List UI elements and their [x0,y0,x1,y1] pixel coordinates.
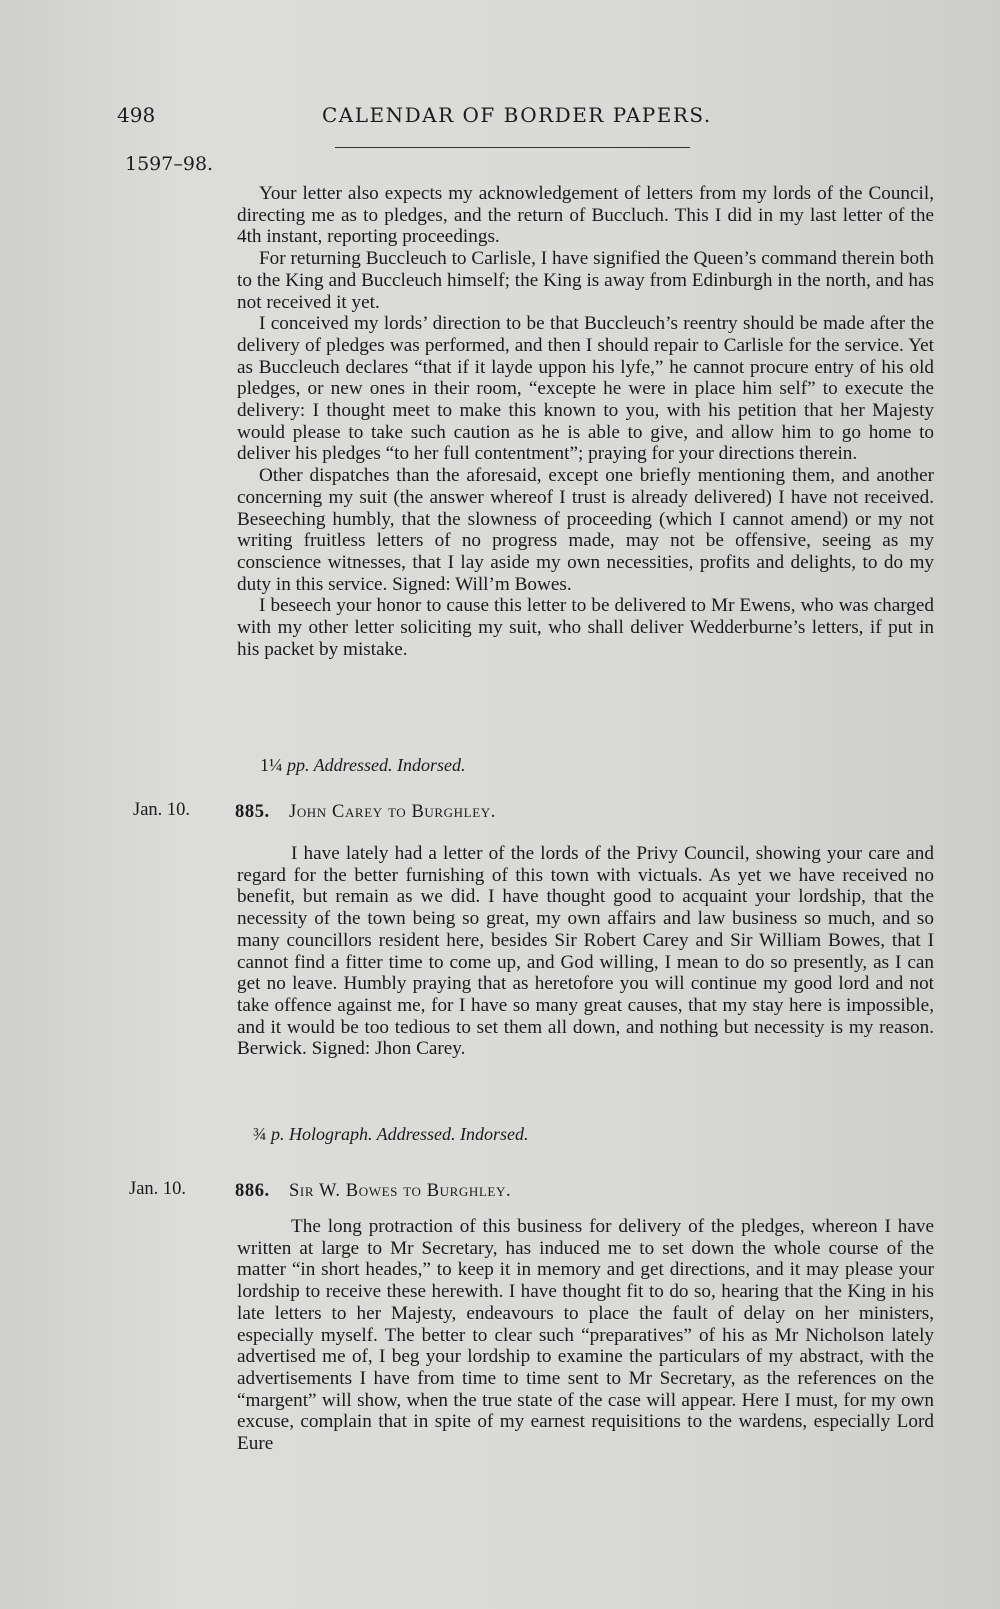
running-title: CALENDAR OF BORDER PAPERS. [322,103,712,127]
paragraph: Other dispatches than the aforesaid, except one briefly mentioning them, and another concerning my suit (the answer whereof I trust is already delivered) I have not received. Beseeching humbly, that the slowness of proceeding (which I cannot amend) or my not writing fruitless letters of no progress made, may not be offensive, seeing as my conscience witnesses, that I lay aside my own necessities, profits and delights, to do my duty in this service. Signed: Will’m Bowes. [237,465,934,595]
entry-number: 885. [235,802,270,822]
paragraph: Your letter also expects my acknowledgement of letters from my lords of the Council, directing me as to pledges, and the return of Buccluch. This I did in my last letter of the 4th instant, reporting proceedings. [237,183,934,248]
header-rule [335,147,690,148]
paragraph: The long protraction of this business for delivery of the pledges, whereon I have written at large to Mr Secretary, has induced me to set down the whole course of the matter “in short heades,” to keep it in memory and get directions, and it may please your lordship to receive these herewith. I have thought fit to do so, hearing that the King in his late letters to her Majesty, endeavours to place the fault of delay on her ministers, especially myself. The better to clear such “preparatives” of his as Mr Nicholson lately advertised me of, I beg your lordship to examine the particulars of my abstract, with the advertisements I have from time to time sent to Mr Secretary, as the references on the “margent” will show, when the true state of the case will appear. Here I must, for my own excuse, complain that in spite of my earnest requisitions to the wardens, especially Lord Eure [237,1216,934,1455]
entry-885-note [253,1124,529,1145]
paragraph: I conceived my lords’ direction to be that Buccleuch’s reentry should be made after the delivery of pledges was performed, and then I should repair to Carlisle for the service. Yet as Buccleuch declares “that if it layde uppon his lyfe,” he cannot procure entry of his old pledges, or new ones in their room, “excepte he were in place him self” to execute the delivery: I thought meet to make this known to you, with his petition that her Majesty would please to take such caution as he is able to give, and allow him to go home to deliver his pledges “to her full contentment”; praying for your directions therein. [237,313,934,465]
page-number: 498 [117,103,156,127]
paragraph: I have lately had a letter of the lords of the Privy Council, showing your care and regard for the better furnishing of this town with victuals. As yet we have received no benefit, but remain as we did. I have thought good to acquaint your lordship, that the necessity of the town being so great, my own affairs and law business so much, and so many councillors resident here, besides Sir Robert Carey and Sir William Bowes, that I cannot find a fitter time to come up, and God willing, I mean to do so presently, as I can get no leave. Humbly praying that as heretofore you will continue my good lord and not take offence against me, for I have so many great causes, that my stay here is impossible, and it would be too tedious to set them all down, and nothing but necessity is my reason. Berwick. Signed: Jhon Carey. [237,843,934,1060]
entry-date: Jan. 10. [129,1179,187,1199]
note-text: p. Holograph. Addressed. Indorsed. [271,1124,529,1144]
note-size: ¾ [253,1124,267,1144]
entry-date: Jan. 10. [133,800,191,820]
year-marginal: 1597–98. [125,153,214,175]
entry-heading [235,1181,511,1202]
entry-886-body [237,1216,934,1455]
entry-title: Sir W. Bowes to Burghley. [289,1181,512,1201]
entry-title: John Carey to Burghley. [289,802,496,822]
letter-note [260,755,466,776]
page-header [117,103,940,133]
entry-number: 886. [235,1181,270,1201]
paragraph: For returning Buccleuch to Carlisle, I have signified the Queen’s command therein both to the King and Buccleuch himself; the King is away from Edinburgh in the north, and has not received it yet. [237,248,934,313]
note-size: 1¼ [260,755,283,775]
paragraph: I beseech your honor to cause this letter to be delivered to Mr Ewens, who was charged with my other letter soliciting my suit, who shall deliver Wedderburne’s letters, if put in his packet by mistake. [237,595,934,660]
letter-continued [237,183,934,660]
note-text: pp. Addressed. Indorsed. [287,755,466,775]
entry-885-body [237,843,934,1060]
entry-heading [235,802,496,823]
